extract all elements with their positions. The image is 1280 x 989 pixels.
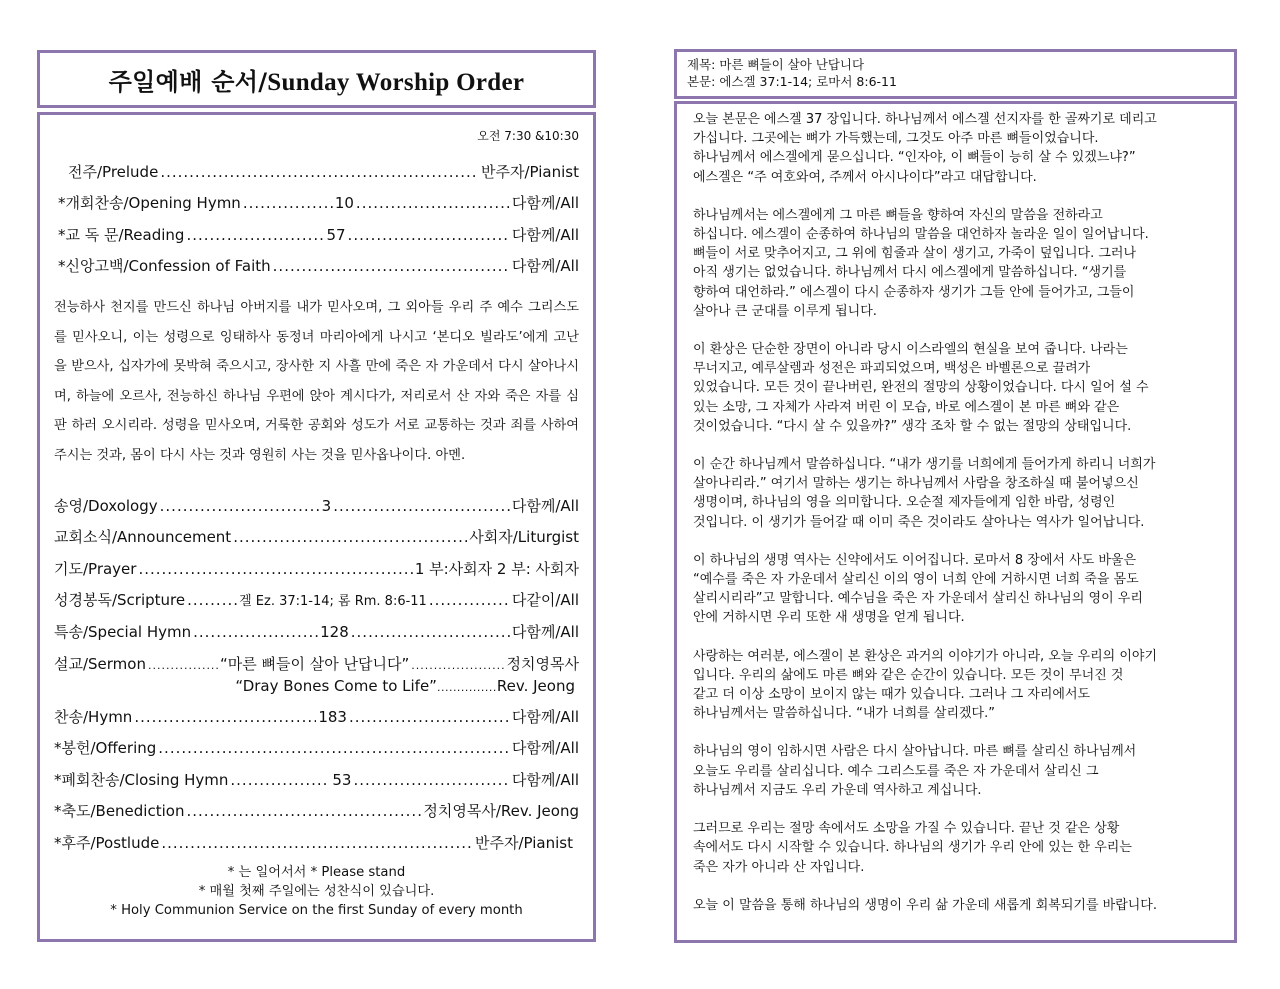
item-name: 송영/Doxology [54,497,158,515]
item-leader: 다함께/All [511,739,579,757]
sermon-paragraph: 사랑하는 여러분, 에스겔이 본 환상은 과거의 이야기가 아니라, 오늘 우리의 이야기 입니다. 우리의 삶에도 마른 뼈와 같은 순간이 있습니다. 모든 것이 무너진 것 같고 더 이상 소망이 보이지 않는 때가 있습니다. 그러나 그 자리에서도 하나님께서는 말씀하십니다. “내가 너희를 살리겠다.” [693,648,1158,722]
sermon-text-line: 본문: 에스겔 37:1-14; 로마서 8:6-11 [687,74,897,89]
item-name: 교회소식/Announcement [54,528,232,546]
sermon-title-en: “Dray Bones Come to Life” [235,677,437,695]
sermon-paragraph: 이 순간 하나님께서 말씀하십니다. “내가 생기를 너희에게 들어가게 하리니 너희가 살아나리라.” 여기서 말하는 생기는 하나님께서 사람을 창조하실 때 불어넣으신 생명이며, 하나님의 영을 의미합니다. 오순절 제자들에게 임한 바람, 성령인 것입니다. 이 생기가 들어갈 때 이미 죽은 것이라도 살아나는 역사가 일어납니다. [693,457,1156,530]
order-item-special-hymn [54,621,579,645]
note-communion-en: * Holy Communion Service on the first Sunday of every month [110,903,523,918]
item-name: 특송/Special Hymn [54,623,192,641]
leader-dots [429,591,510,609]
order-item-offering [54,737,579,761]
item-leader: 다함께/All [511,708,579,726]
order-item-closing-hymn [54,769,579,793]
leader-dots [187,591,237,609]
item-name: *신앙고백/Confession of Faith [58,257,271,275]
title-english: Sunday Worship Order [267,68,525,96]
sermon-paragraph: 이 하나님의 생명 역사는 신약에서도 이어집니다. 로마서 8 장에서 사도 바울은 “예수를 죽은 자 가운데서 살리신 이의 영이 너희 안에 거하시면 너희 죽을 몸도 살리시리라”고 말합니다. 예수님을 죽은 자 가운데서 살리신 하나님의 영이 우리 안에 거하시면 우리 또한 새 생명을 얻게 됩니다. [693,552,1143,626]
sermon-paragraph: 하나님의 영이 임하시면 사람은 다시 살아납니다. 마른 뼈를 살리신 하나님께서 오늘도 우리를 살리십니다. 예수 그리스도를 죽은 자 가운데서 살리신 그 하나님께서 지금도 우리 가운데 역사하고 계십니다. [693,744,1137,798]
leader-dots [158,739,510,757]
leader-dots [186,802,421,820]
leader-dots [233,528,467,546]
sermon-paragraph: 오늘 본문은 에스겔 37 장입니다. 하나님께서 에스겔 선지자를 한 골짜기로 데리고 가십니다. 그곳에는 뼈가 가득했는데, 그것도 아주 마른 뼈들이었습니다. 하나님께서 에스겔에게 묻으십니다. “인자야, 이 뼈들이 능히 살 수 있겠느냐?” 에스겔은 “주 여호와여, 주께서 아시나이다”라고 대답합니다. [693,112,1157,185]
leader-dots [148,659,218,672]
leader-dots [230,771,330,789]
item-leader: 반주자/Pianist [475,834,573,852]
item-leader: 정치영목사/Rev. Jeong [423,802,579,820]
order-item-prelude [54,161,579,185]
note-communion-ko: * 매월 첫째 주일에는 성찬식이 있습니다. [198,884,435,899]
leader-dots [134,708,316,726]
item-leader: 정치영목사 [506,655,579,673]
order-item-postlude [54,832,579,856]
item-name: *후주/Postlude [54,834,160,852]
leader-dots [161,834,473,852]
item-leader: 다함께/All [511,226,579,244]
item-number: 128 [320,623,349,641]
sermon-header-box [674,49,1237,99]
leader-dots [160,497,320,515]
apostles-creed: 전능하사 천지를 만드신 하나님 아버지를 내가 믿사오며, 그 외아들 우리 주 예수 그리스도를 믿사오니, 이는 성령으로 잉태하사 동정녀 마리아에게 나시고 ‘본디오 빌라도’에게 고난을 받으사, 십자가에 못박혀 죽으시고, 장사한 지 사흘 만에 죽은 자 가운데서 다시 살아나시며, 하늘에 오르사, 전능하신 하나님 우편에 앉아 계시다가, 저리로서 산 자와 죽은 자를 심판 하러 오시리라. 성령을 믿사오며, 거룩한 공회와 성도가 서로 교통하는 것과 죄를 사하여 주시는 것과, 몸이 다시 사는 것과 영원히 사는 것을 믿사옵나이다. 아멘. [54,300,579,463]
item-name: *축도/Benediction [54,802,185,820]
leader-dots [351,623,510,641]
item-scripture-ref: 겔 Ez. 37:1-14; 롬 Rm. 8:6-11 [239,594,427,609]
item-leader: 다함께/All [511,194,579,212]
leader-dots [353,771,509,789]
order-item-scripture [54,589,579,613]
order-item-benediction [54,800,579,824]
item-name: *교 독 문/Reading [58,226,185,244]
order-item-confession [54,255,579,279]
leader-dots [348,226,510,244]
item-name: *폐회찬송/Closing Hymn [54,771,229,789]
title-korean: 주일예배 순서/ [108,67,268,96]
order-item-hymn [54,706,579,730]
leader-dots [356,194,510,212]
item-leader: 사회자/Liturgist [469,528,579,546]
leader-dots: ............... [436,681,497,694]
leader-dots [160,163,479,181]
leader-dots [186,226,324,244]
item-leader: 다함께/All [511,257,579,275]
item-name: 전주/Prelude [68,163,159,181]
item-leader: 1 부:사회자 2 부: 사회자 [414,560,579,578]
sermon-english-line [235,677,575,695]
item-leader: 다함께/All [511,623,579,641]
sermon-title-ko: “마른 뼈들이 살아 난답니다” [219,655,410,673]
order-item-prayer [54,558,579,582]
sermon-body-box [674,101,1237,943]
sermon-preacher-en: Rev. Jeong [496,677,575,695]
note-stand: * 는 일어서서 * Please stand [227,865,406,880]
leader-dots [243,194,333,212]
item-name: *봉헌/Offering [54,739,157,757]
item-name: *개회찬송/Opening Hymn [58,194,241,212]
page-title [109,62,525,97]
item-number: 57 [326,226,346,244]
order-item-reading [54,224,579,248]
sermon-title-line: 제목: 마른 뼈들이 살아 난답니다 [687,57,865,72]
item-number: 183 [318,708,347,726]
item-leader: 반주자/Pianist [481,163,579,181]
item-leader: 다함께/All [511,771,579,789]
item-leader: 다같이/All [511,591,579,609]
title-box [37,50,596,108]
sermon-paragraph: 하나님께서는 에스겔에게 그 마른 뼈들을 향하여 자신의 말씀을 전하라고 하십니다. 에스겔이 순종하여 하나님의 말씀을 대언하자 놀라운 일이 일어납니다. 뼈들이 서로 맞추어지고, 그 위에 힘줄과 살이 생기고, 가죽이 덮입니다. 그러나 아직 생기는 없었습니다. 하나님께서 다시 에스겔에게 말씀하십니다. “생기를 향하여 대언하라.” 에스겔이 다시 순종하자 생기가 그들 안에 들어가고, 그들이 살아나 큰 군대를 이루게 됩니다. [693,207,1149,319]
sermon-paragraph: 오늘 이 말씀을 통해 하나님의 생명이 우리 삶 가운데 새롭게 회복되기를 바랍니다. [693,897,1158,913]
worship-order-box [37,112,596,942]
order-item-doxology [54,495,579,519]
leader-dots [411,659,504,672]
order-item-sermon [54,653,579,677]
order-item-opening-hymn [54,192,579,216]
sermon-paragraph: 이 환상은 단순한 장면이 아니라 당시 이스라엘의 현실을 보여 줍니다. 나라는 무너지고, 예루살렘과 성전은 파괴되었으며, 백성은 바벨론으로 끌려가 있었습니다. 모든 것이 끝나버린, 완전의 절망의 상황이었습니다. 다시 일어 설 수 있는 소망, 그 자체가 사라져 버린 이 모습, 바로 에스겔이 본 마른 뼈와 같은 것이었습니다. “다시 살 수 있을까?” 생각 조차 할 수 없는 절망의 상태입니다. [693,342,1149,434]
order-item-announcement [54,526,579,550]
item-number: 53 [332,771,352,789]
item-number: 10 [334,194,354,212]
item-name: 찬송/Hymn [54,708,133,726]
leader-dots [273,257,510,275]
leader-dots [138,560,412,578]
item-name: 성경봉독/Scripture [54,591,186,609]
service-time: 오전 7:30 &10:30 [477,129,579,143]
sermon-paragraph: 그러므로 우리는 절망 속에서도 소망을 가질 수 있습니다. 끝난 것 같은 상황 속에서도 다시 시작할 수 있습니다. 하나님의 생기가 우리 안에 있는 한 우리는 죽은 자가 아니라 산 자입니다. [693,821,1132,875]
item-leader: 다함께/All [511,497,579,515]
item-number: 3 [321,497,332,515]
leader-dots [193,623,318,641]
item-name: 기도/Prayer [54,560,137,578]
leader-dots [333,497,510,515]
item-name: 설교/Sermon [54,655,146,673]
leader-dots [349,708,510,726]
notes [40,863,593,920]
